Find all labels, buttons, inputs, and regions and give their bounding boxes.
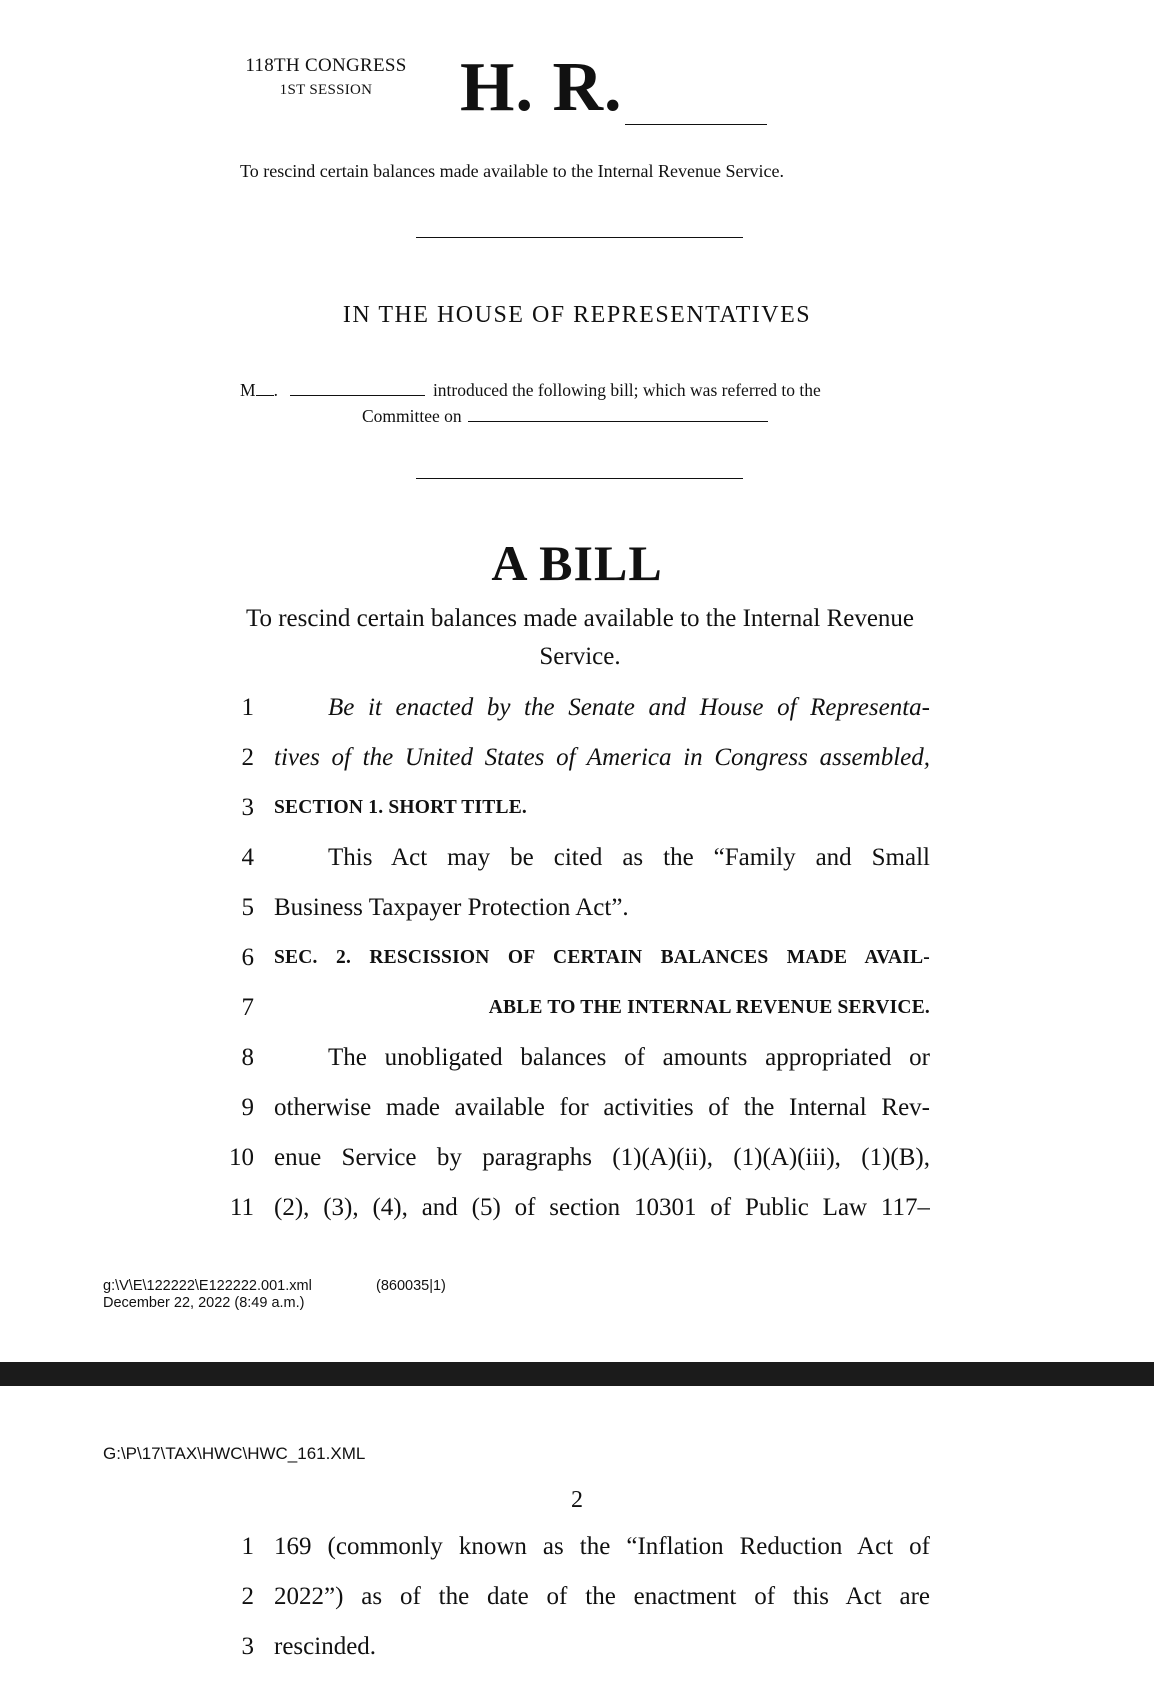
line-number: 1 (241, 1533, 254, 1560)
bill-line (0, 1532, 1154, 1562)
congress-label: 118TH CONGRESS (245, 55, 407, 76)
member-prefix: M (240, 380, 256, 400)
bill-text: The unobligated balances of amounts appropriated or (328, 1044, 930, 1071)
bill-line (0, 943, 1154, 973)
bill-heading: A BILL (491, 535, 663, 591)
bill-number-blank (625, 124, 767, 125)
bill-text: Business Taxpayer Protection Act”. (274, 894, 629, 921)
page-number: 2 (571, 1487, 583, 1513)
footer-date: December 22, 2022 (8:49 a.m.) (103, 1295, 305, 1311)
line-number: 5 (241, 894, 254, 921)
bill-line (0, 843, 1154, 873)
line-number: 10 (229, 1144, 254, 1171)
line-number: 11 (229, 1194, 254, 1221)
committee-label: Committee on (362, 406, 462, 426)
bill-line (0, 1043, 1154, 1073)
committee-line (362, 405, 768, 427)
introduction-text: introduced the following bill; which was referred to the (432, 380, 821, 400)
line-number: 4 (241, 844, 254, 871)
member-separator: . (273, 380, 278, 400)
document-code: (860035|1) (376, 1278, 446, 1294)
bill-line (0, 793, 1154, 823)
divider-rule (416, 478, 743, 479)
document-footer (103, 1278, 446, 1312)
bill-text: otherwise made available for activities of the Internal Rev- (274, 1094, 930, 1121)
member-title-blank (256, 395, 274, 396)
session-label: 1ST SESSION (279, 82, 373, 98)
long-title: To rescind certain balances made available to the Internal Revenue Service. (245, 605, 915, 670)
bill-text: enue Service by paragraphs (1)(A)(ii), (1)(A)(iii), (1)(B), (274, 1144, 930, 1171)
line-number: 2 (241, 744, 254, 771)
bill-text: 2022”) as of the date of the enactment of this Act are (274, 1583, 930, 1610)
bill-line (0, 743, 1154, 773)
bill-line (0, 1582, 1154, 1612)
committee-blank (468, 421, 768, 422)
line-number: 6 (241, 944, 254, 971)
bill-line (0, 1143, 1154, 1173)
line-number: 2 (241, 1583, 254, 1610)
bill-line (0, 1193, 1154, 1223)
introduction-line (240, 379, 821, 401)
section-heading: SECTION 1. SHORT TITLE. (274, 797, 527, 818)
congress-session-label (226, 54, 426, 102)
file-path: g:\V\E\122222\E122222.001.xml (103, 1278, 312, 1294)
divider-rule (416, 237, 743, 238)
chamber-heading: IN THE HOUSE OF REPRESENTATIVES (342, 302, 812, 328)
bill-text: rescinded. (274, 1633, 377, 1660)
line-number: 3 (241, 794, 254, 821)
page-break-bar (0, 1362, 1154, 1386)
line-number: 3 (241, 1633, 254, 1660)
member-name-blank (290, 395, 425, 396)
purpose-summary: To rescind certain balances made available to the Internal Revenue Service. (240, 161, 784, 181)
bill-line (0, 1093, 1154, 1123)
line-number: 9 (241, 1094, 254, 1121)
section-heading: SEC. 2. RESCISSION OF CERTAIN BALANCES MADE AVAIL- (274, 947, 930, 968)
line-number: 7 (241, 994, 254, 1021)
section-heading: ABLE TO THE INTERNAL REVENUE SERVICE. (488, 997, 930, 1018)
bill-line (0, 693, 1154, 723)
enacting-clause: Be it enacted by the Senate and House of Representa- (328, 694, 930, 721)
bill-line (0, 893, 1154, 923)
bill-line (0, 993, 1154, 1023)
enacting-clause: tives of the United States of America in Congress assembled, (274, 744, 930, 771)
line-number: 8 (241, 1044, 254, 1071)
page2-file-path: G:\P\17\TAX\HWC\HWC_161.XML (103, 1444, 366, 1463)
line-number: 1 (241, 694, 254, 721)
bill-text: 169 (commonly known as the “Inflation Reduction Act of (274, 1533, 930, 1560)
bill-designation: H. R. (460, 49, 623, 126)
bill-text: This Act may be cited as the “Family and Small (328, 844, 930, 871)
bill-text: (2), (3), (4), and (5) of section 10301 of Public Law 117– (274, 1194, 930, 1221)
bill-line (0, 1632, 1154, 1662)
